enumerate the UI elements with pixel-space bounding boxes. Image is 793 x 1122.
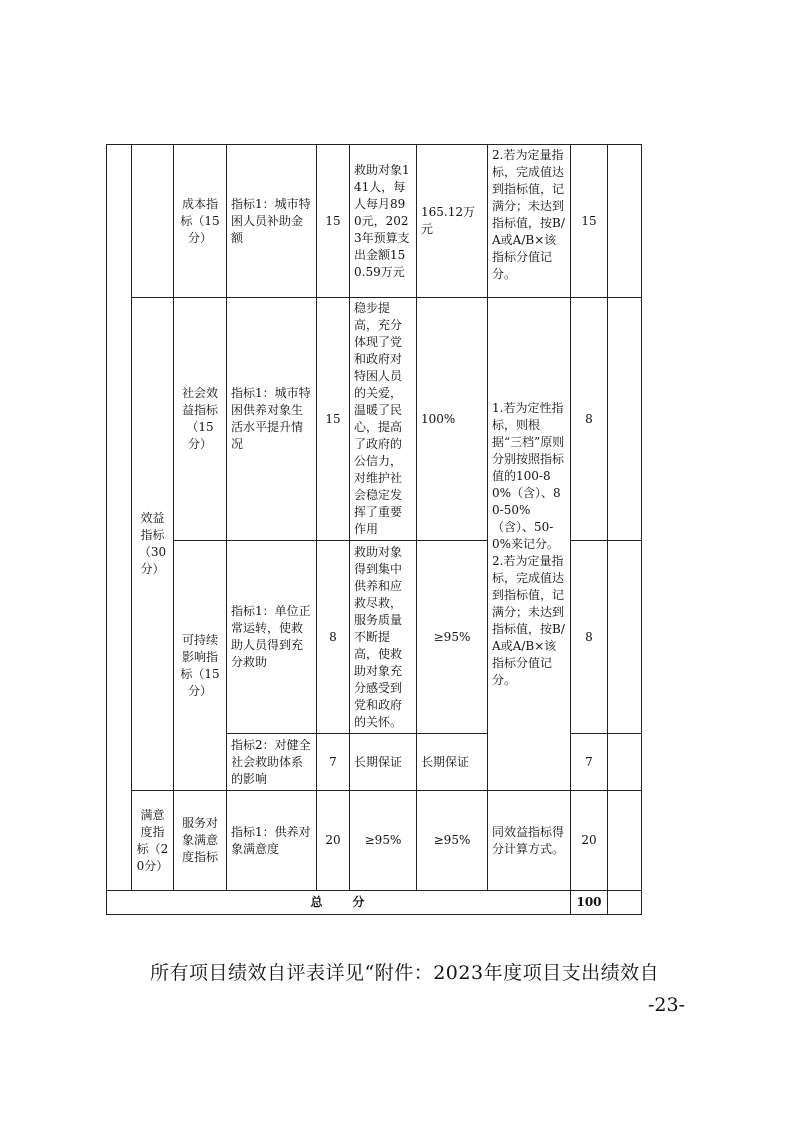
target-value: ≥95% — [350, 791, 417, 891]
actual-value: ≥95% — [417, 791, 488, 891]
primary-indicator: 效益指标（30分） — [132, 298, 174, 791]
score: 20 — [571, 791, 608, 891]
weight: 15 — [317, 298, 350, 541]
secondary-indicator: 可持续影响指标（15分） — [174, 541, 227, 791]
actual-value: ≥95% — [417, 541, 488, 734]
target-value: 救助对象141人，每人每月890元，2023年预算支出金额150.59万元 — [350, 145, 417, 298]
target-value: 救助对象得到集中供养和应救尽救，服务质量不断提高，使救助对象充分感受到党和政府的关怀。 — [350, 541, 417, 734]
indicator-name: 指标2：对健全社会救助体系的影响 — [227, 734, 317, 791]
performance-table — [106, 144, 642, 915]
actual-value: 165.12万元 — [417, 145, 488, 298]
scoring-method: 同效益指标得分计算方式。 — [488, 791, 571, 891]
weight: 8 — [317, 541, 350, 734]
primary-indicator-blank — [132, 145, 174, 298]
remark — [608, 891, 642, 915]
weight: 20 — [317, 791, 350, 891]
scoring-method: 1.若为定性指标，则根据“三档”原则分别按照指标值的100-80%（含）、80-50%（含）、50-0%来记分。2.若为定量指标，完成值达到指标值，记满分；未达到指标值，按B/A或A/B×该指标分值记分。 — [488, 298, 571, 791]
secondary-indicator: 服务对象满意度指标 — [174, 791, 227, 891]
indicator-name: 指标1：城市特困供养对象生活水平提升情况 — [227, 298, 317, 541]
remark — [608, 734, 642, 791]
level1-cell — [107, 145, 132, 891]
score: 7 — [571, 734, 608, 791]
actual-value: 长期保证 — [417, 734, 488, 791]
indicator-name: 指标1：单位正常运转，使救助人员得到充分救助 — [227, 541, 317, 734]
remark — [608, 298, 642, 541]
score: 8 — [571, 298, 608, 541]
remark — [608, 791, 642, 891]
remark — [608, 541, 642, 734]
indicator-name: 指标1：供养对象满意度 — [227, 791, 317, 891]
weight: 15 — [317, 145, 350, 298]
target-value: 长期保证 — [350, 734, 417, 791]
secondary-indicator: 成本指标（15分） — [174, 145, 227, 298]
total-score: 100 — [571, 891, 608, 915]
score: 15 — [571, 145, 608, 298]
weight: 7 — [317, 734, 350, 791]
page-number: -23- — [648, 994, 686, 1016]
scoring-method: 2.若为定量指标，完成值达到指标值，记满分；未达到指标值，按B/A或A/B×该指标分值记分。 — [488, 145, 571, 298]
score: 8 — [571, 541, 608, 734]
remark — [608, 145, 642, 298]
body-paragraph: 所有项目绩效自评表详见“附件：2023年度项目支出绩效自 — [150, 962, 660, 984]
actual-value: 100% — [417, 298, 488, 541]
total-label: 总 分 — [107, 891, 571, 915]
secondary-indicator: 社会效益指标（15分） — [174, 298, 227, 541]
target-value: 稳步提高，充分体现了党和政府对特困人员的关爱，温暖了民心，提高了政府的公信力，对维护社会稳定发挥了重要作用 — [350, 298, 417, 541]
indicator-name: 指标1：城市特困人员补助金额 — [227, 145, 317, 298]
primary-indicator: 满意度指标（20分） — [132, 791, 174, 891]
